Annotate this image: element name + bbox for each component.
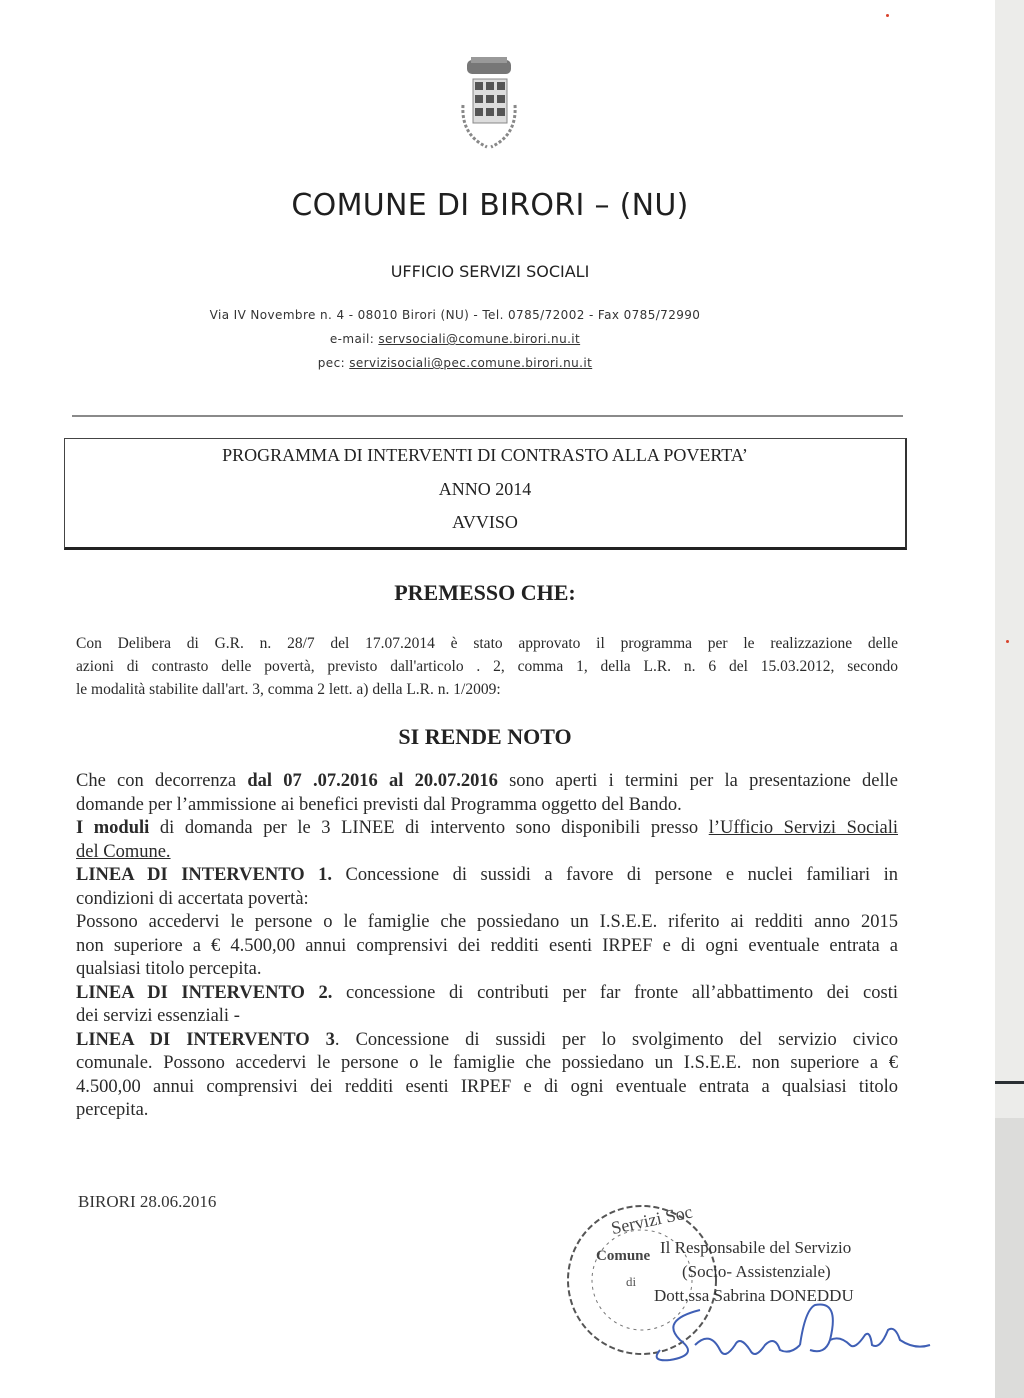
linea1-line-2: condizioni di accertata povertà:	[76, 888, 309, 909]
svg-text:di: di	[626, 1274, 637, 1289]
red-mark	[886, 14, 889, 17]
text: concessione di contributi per far fronte all’abbattimento dei costi	[332, 982, 898, 1003]
linea3-label: LINEA DI INTERVENTO 3	[76, 1029, 335, 1050]
pec-link[interactable]: servizisociali@pec.comune.birori.nu.it	[349, 356, 593, 370]
svg-text:Servizi Soc: Servizi Soc	[609, 1201, 695, 1239]
notice-box	[64, 438, 907, 550]
premesso-line: le modalità stabilite dall'art. 3, comma 2 lett. a) della L.R. n. 1/2009:	[76, 681, 501, 698]
municipality-title: COMUNE DI BIRORI – (NU)	[291, 188, 689, 223]
notice-body	[76, 770, 898, 1123]
premesso-line: Con Delibera di G.R. n. 28/7 del 17.07.2014 è stato approvato il programma per le realizzazione delle	[76, 635, 898, 652]
linea2-line-2: dei servizi essenziali -	[76, 1006, 240, 1026]
pec-label: pec:	[317, 356, 350, 370]
header-divider	[72, 415, 903, 417]
office-link: l’Ufficio Servizi Sociali	[708, 818, 899, 838]
signatory-title: Il Responsabile del Servizio	[660, 1238, 852, 1257]
address-line: Via IV Novembre n. 4 - 08010 Birori (NU) - Tel. 0785/72002 - Fax 0785/72990	[209, 308, 701, 322]
decorrenza-line	[76, 770, 898, 794]
place-date: BIRORI 28.06.2016	[78, 1192, 217, 1211]
svg-text:Comune: Comune	[596, 1248, 651, 1264]
moduli-line-2	[76, 841, 898, 865]
text: . Concessione di sussidi per lo svolgimento del servizio civico	[334, 1029, 898, 1050]
decorrenza-line-2: domande per l’ammissione ai benefici previsti dal Programma oggetto del Bando.	[76, 794, 682, 815]
email-label: e-mail:	[329, 332, 379, 346]
linea1-line-5: qualsiasi titolo percepita.	[76, 959, 262, 979]
text: sono aperti i termini per la presentazione delle	[497, 771, 898, 791]
premesso-heading: PREMESSO CHE:	[394, 580, 576, 605]
moduli-label: I moduli	[76, 818, 150, 838]
pec-line	[0, 356, 910, 370]
text: Che con decorrenza	[76, 771, 248, 791]
coat-of-arms-icon	[453, 55, 525, 155]
linea2-label: LINEA DI INTERVENTO 2.	[76, 982, 333, 1003]
notice-label: AVVISO	[452, 512, 518, 532]
linea1-label: LINEA DI INTERVENTO 1.	[76, 865, 333, 885]
office-name: UFFICIO SERVIZI SOCIALI	[390, 262, 590, 281]
signatory-name: Dott.ssa Sabrina DONEDDU	[654, 1286, 854, 1305]
linea1-line-3: Possono accedervi le persone o le famiglie che possiedano un I.S.E.E. riferito ai redditi anno 2015	[76, 912, 898, 932]
text: Concessione di sussidi a favore di persone e nuclei familiari in	[332, 865, 899, 885]
email-line	[0, 332, 910, 346]
program-year: ANNO 2014	[438, 479, 532, 499]
linea3-line	[76, 1029, 898, 1053]
linea3-line-2: comunale. Possono accedervi le persone o le famiglie che possiedano un I.S.E.E. non superiore a €	[76, 1053, 898, 1073]
si-rende-noto-heading: SI RENDE NOTO	[398, 724, 572, 749]
date-range: dal 07 .07.2016 al 20.07.2016	[247, 771, 498, 791]
linea3-line-3: 4.500,00 annui comprensivi dei redditi esenti IRPEF e di ogni eventuale entrata a qualsiasi titolo	[76, 1076, 898, 1097]
linea3-line-4: percepita.	[76, 1100, 149, 1120]
premesso-paragraph	[76, 632, 898, 701]
linea1-line	[76, 864, 898, 888]
premesso-line: azioni di contrasto delle povertà, previsto dall'articolo . 2, comma 1, della L.R. n. 6 del 15.03.2012, secondo	[76, 658, 898, 675]
email-link[interactable]: servsociali@comune.birori.nu.it	[378, 332, 581, 346]
scan-edge-lower	[995, 1118, 1024, 1398]
linea1-line-4: non superiore a € 4.500,00 annui comprensivi dei redditi esenti IRPEF e di ogni eventuale entrata a	[76, 935, 898, 956]
text: di domanda per le 3 LINEE di intervento sono disponibili presso	[149, 818, 709, 838]
linea2-line	[76, 982, 898, 1006]
red-mark	[1006, 640, 1009, 643]
moduli-line	[76, 817, 898, 841]
scan-edge-line	[995, 1081, 1024, 1084]
handwritten-signature-icon	[640, 1290, 940, 1370]
program-title: PROGRAMMA DI INTERVENTI DI CONTRASTO ALLA POVERTA’	[222, 445, 748, 465]
signatory-department: (Socio- Assistenziale)	[682, 1262, 831, 1281]
office-link-2: del Comune.	[76, 841, 171, 862]
